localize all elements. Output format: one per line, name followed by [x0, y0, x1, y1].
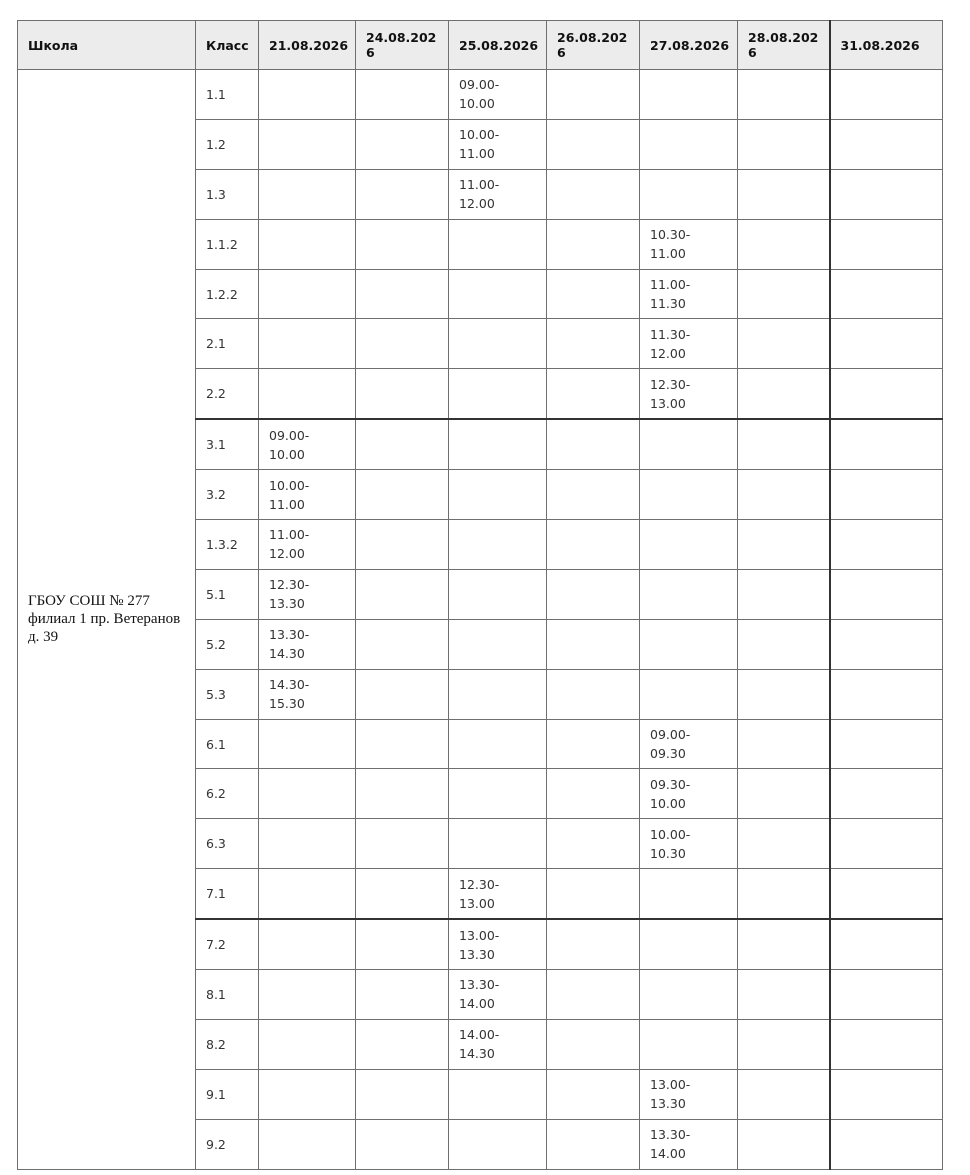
time-slot-cell — [738, 769, 830, 819]
time-slot-cell — [830, 1119, 943, 1169]
time-slot-cell — [449, 719, 547, 769]
time-slot-cell — [259, 119, 356, 169]
time-slot-cell — [449, 419, 547, 469]
time-slot-cell — [259, 1119, 356, 1169]
time-slot-cell — [259, 319, 356, 369]
time-slot-cell — [738, 719, 830, 769]
schedule-table — [17, 20, 943, 1170]
time-slot-cell — [640, 569, 738, 619]
time-slot-cell — [449, 1119, 547, 1169]
time-slot-cell: 13.00- 13.30 — [449, 919, 547, 969]
time-slot-cell: 10.00- 11.00 — [259, 470, 356, 520]
time-slot-cell — [356, 769, 449, 819]
time-slot-cell — [259, 769, 356, 819]
time-slot-cell: 14.30- 15.30 — [259, 669, 356, 719]
time-slot-cell — [738, 569, 830, 619]
time-slot-cell — [830, 719, 943, 769]
time-slot-cell — [738, 369, 830, 419]
time-slot-cell — [547, 169, 640, 219]
time-slot-cell — [356, 1119, 449, 1169]
time-slot-cell — [259, 719, 356, 769]
time-slot-cell — [547, 269, 640, 319]
table-row — [18, 70, 943, 120]
time-slot-cell — [547, 1019, 640, 1069]
time-slot-cell — [356, 619, 449, 669]
time-slot-cell — [547, 769, 640, 819]
time-slot-cell — [640, 619, 738, 669]
time-slot-cell — [547, 819, 640, 869]
time-slot-cell — [449, 520, 547, 570]
time-slot-cell — [830, 369, 943, 419]
time-slot-cell — [830, 169, 943, 219]
class-cell: 1.3.2 — [196, 520, 259, 570]
time-slot-cell — [449, 219, 547, 269]
school-name-cell: ГБОУ СОШ № 277 филиал 1 пр. Ветеранов д. 39 — [18, 70, 196, 1170]
column-header-date: 28.08.202 6 — [738, 21, 830, 70]
class-cell: 9.1 — [196, 1069, 259, 1119]
time-slot-cell — [738, 119, 830, 169]
time-slot-cell — [547, 569, 640, 619]
time-slot-cell — [547, 669, 640, 719]
class-cell: 3.2 — [196, 470, 259, 520]
time-slot-cell — [640, 869, 738, 919]
time-slot-cell — [547, 470, 640, 520]
time-slot-cell — [449, 619, 547, 669]
time-slot-cell — [547, 319, 640, 369]
time-slot-cell — [259, 1019, 356, 1069]
time-slot-cell — [640, 419, 738, 469]
time-slot-cell — [547, 369, 640, 419]
column-header-school: Школа — [18, 21, 196, 70]
time-slot-cell — [640, 470, 738, 520]
time-slot-cell — [449, 669, 547, 719]
time-slot-cell — [830, 219, 943, 269]
time-slot-cell — [738, 1019, 830, 1069]
header-row — [18, 21, 943, 70]
time-slot-cell — [259, 369, 356, 419]
time-slot-cell — [356, 1069, 449, 1119]
class-cell: 6.1 — [196, 719, 259, 769]
class-cell: 7.2 — [196, 919, 259, 969]
time-slot-cell — [547, 619, 640, 669]
time-slot-cell — [640, 919, 738, 969]
class-cell: 2.2 — [196, 369, 259, 419]
time-slot-cell — [738, 419, 830, 469]
time-slot-cell — [640, 169, 738, 219]
time-slot-cell — [547, 219, 640, 269]
time-slot-cell — [356, 669, 449, 719]
time-slot-cell — [547, 719, 640, 769]
time-slot-cell: 09.00- 10.00 — [259, 419, 356, 469]
time-slot-cell: 13.30- 14.30 — [259, 619, 356, 669]
time-slot-cell: 12.30- 13.00 — [640, 369, 738, 419]
class-cell: 1.2 — [196, 119, 259, 169]
class-cell: 5.1 — [196, 569, 259, 619]
time-slot-cell — [830, 569, 943, 619]
time-slot-cell: 11.00- 12.00 — [259, 520, 356, 570]
time-slot-cell — [356, 319, 449, 369]
time-slot-cell — [830, 1019, 943, 1069]
time-slot-cell — [640, 970, 738, 1020]
class-cell: 1.2.2 — [196, 269, 259, 319]
time-slot-cell — [738, 70, 830, 120]
class-cell: 9.2 — [196, 1119, 259, 1169]
class-cell: 3.1 — [196, 419, 259, 469]
time-slot-cell — [830, 119, 943, 169]
time-slot-cell — [830, 269, 943, 319]
time-slot-cell — [738, 669, 830, 719]
time-slot-cell: 09.00- 09.30 — [640, 719, 738, 769]
time-slot-cell — [449, 319, 547, 369]
time-slot-cell: 10.00- 10.30 — [640, 819, 738, 869]
time-slot-cell: 11.00- 11.30 — [640, 269, 738, 319]
time-slot-cell — [547, 419, 640, 469]
column-header-date: 25.08.2026 — [449, 21, 547, 70]
time-slot-cell — [356, 520, 449, 570]
column-header-date: 26.08.202 6 — [547, 21, 640, 70]
time-slot-cell — [547, 119, 640, 169]
time-slot-cell — [830, 869, 943, 919]
time-slot-cell — [449, 569, 547, 619]
time-slot-cell — [738, 619, 830, 669]
time-slot-cell: 09.30- 10.00 — [640, 769, 738, 819]
time-slot-cell: 11.30- 12.00 — [640, 319, 738, 369]
time-slot-cell — [259, 70, 356, 120]
time-slot-cell: 14.00- 14.30 — [449, 1019, 547, 1069]
time-slot-cell — [259, 169, 356, 219]
time-slot-cell — [259, 1069, 356, 1119]
time-slot-cell — [830, 1069, 943, 1119]
column-header-date: 21.08.2026 — [259, 21, 356, 70]
time-slot-cell — [547, 1069, 640, 1119]
time-slot-cell — [738, 470, 830, 520]
time-slot-cell — [830, 970, 943, 1020]
time-slot-cell — [547, 1119, 640, 1169]
class-cell: 1.3 — [196, 169, 259, 219]
time-slot-cell — [356, 269, 449, 319]
time-slot-cell: 13.30- 14.00 — [449, 970, 547, 1020]
time-slot-cell — [738, 970, 830, 1020]
time-slot-cell: 09.00- 10.00 — [449, 70, 547, 120]
time-slot-cell — [738, 319, 830, 369]
time-slot-cell — [259, 919, 356, 969]
time-slot-cell — [356, 869, 449, 919]
time-slot-cell — [356, 419, 449, 469]
time-slot-cell — [547, 520, 640, 570]
class-cell: 8.1 — [196, 970, 259, 1020]
class-cell: 1.1 — [196, 70, 259, 120]
time-slot-cell — [830, 769, 943, 819]
time-slot-cell: 10.30- 11.00 — [640, 219, 738, 269]
time-slot-cell — [830, 70, 943, 120]
time-slot-cell: 11.00- 12.00 — [449, 169, 547, 219]
time-slot-cell — [830, 319, 943, 369]
time-slot-cell — [738, 1069, 830, 1119]
class-cell: 5.2 — [196, 619, 259, 669]
time-slot-cell — [830, 619, 943, 669]
time-slot-cell — [356, 470, 449, 520]
time-slot-cell — [547, 919, 640, 969]
time-slot-cell — [356, 169, 449, 219]
time-slot-cell — [449, 470, 547, 520]
time-slot-cell: 13.00- 13.30 — [640, 1069, 738, 1119]
time-slot-cell — [449, 769, 547, 819]
time-slot-cell — [547, 70, 640, 120]
time-slot-cell: 12.30- 13.30 — [259, 569, 356, 619]
time-slot-cell — [356, 569, 449, 619]
column-header-date: 27.08.2026 — [640, 21, 738, 70]
time-slot-cell — [449, 269, 547, 319]
time-slot-cell — [449, 1069, 547, 1119]
time-slot-cell — [640, 1019, 738, 1069]
time-slot-cell — [449, 369, 547, 419]
time-slot-cell — [640, 70, 738, 120]
class-cell: 6.2 — [196, 769, 259, 819]
time-slot-cell — [830, 470, 943, 520]
class-cell: 8.2 — [196, 1019, 259, 1069]
time-slot-cell — [738, 169, 830, 219]
class-cell: 1.1.2 — [196, 219, 259, 269]
time-slot-cell — [738, 819, 830, 869]
time-slot-cell — [738, 219, 830, 269]
time-slot-cell — [830, 669, 943, 719]
column-header-date: 24.08.202 6 — [356, 21, 449, 70]
time-slot-cell — [738, 1119, 830, 1169]
time-slot-cell — [738, 520, 830, 570]
column-header-class: Класс — [196, 21, 259, 70]
class-cell: 7.1 — [196, 869, 259, 919]
time-slot-cell — [738, 919, 830, 969]
time-slot-cell — [830, 520, 943, 570]
table-header — [18, 21, 943, 70]
time-slot-cell — [259, 869, 356, 919]
time-slot-cell — [356, 919, 449, 969]
time-slot-cell — [640, 119, 738, 169]
time-slot-cell — [547, 869, 640, 919]
time-slot-cell — [830, 919, 943, 969]
class-cell: 5.3 — [196, 669, 259, 719]
time-slot-cell — [640, 520, 738, 570]
time-slot-cell — [259, 970, 356, 1020]
time-slot-cell: 12.30- 13.00 — [449, 869, 547, 919]
time-slot-cell — [547, 970, 640, 1020]
time-slot-cell — [830, 819, 943, 869]
time-slot-cell — [738, 269, 830, 319]
time-slot-cell — [356, 1019, 449, 1069]
class-cell: 2.1 — [196, 319, 259, 369]
time-slot-cell — [259, 819, 356, 869]
time-slot-cell — [259, 219, 356, 269]
time-slot-cell — [449, 819, 547, 869]
time-slot-cell — [356, 369, 449, 419]
time-slot-cell — [356, 119, 449, 169]
time-slot-cell — [738, 869, 830, 919]
time-slot-cell — [356, 719, 449, 769]
time-slot-cell: 10.00- 11.00 — [449, 119, 547, 169]
time-slot-cell: 13.30- 14.00 — [640, 1119, 738, 1169]
time-slot-cell — [356, 970, 449, 1020]
time-slot-cell — [356, 219, 449, 269]
table-body — [18, 70, 943, 1170]
time-slot-cell — [259, 269, 356, 319]
column-header-date: 31.08.2026 — [830, 21, 943, 70]
time-slot-cell — [356, 819, 449, 869]
class-cell: 6.3 — [196, 819, 259, 869]
time-slot-cell — [830, 419, 943, 469]
time-slot-cell — [356, 70, 449, 120]
time-slot-cell — [640, 669, 738, 719]
